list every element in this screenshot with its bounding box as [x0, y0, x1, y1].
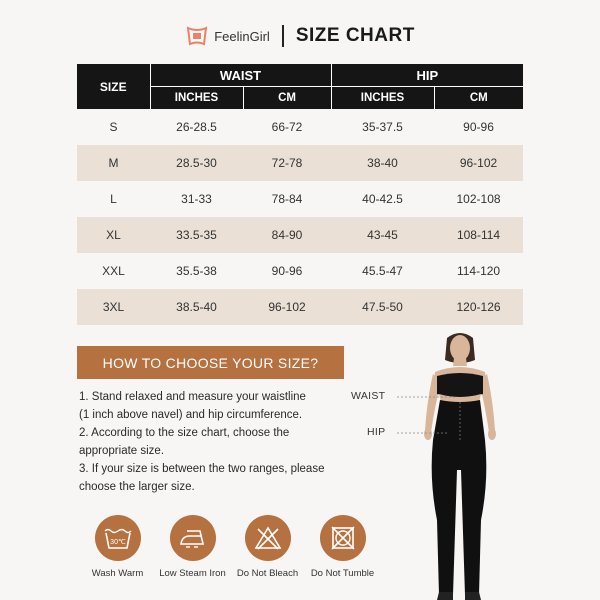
waist-group-header: WAIST	[150, 64, 331, 87]
care-label: Low Steam Iron	[159, 568, 226, 579]
brand-logo-icon	[185, 24, 209, 48]
care-label: Do Not Tumble	[310, 568, 375, 579]
model-figure	[395, 330, 525, 600]
hip-inches-cell: 40-42.5	[331, 181, 434, 217]
instruction-line: appropriate size.	[79, 445, 165, 457]
hip-inches-cell: 38-40	[331, 145, 434, 181]
hip-cm-cell: 90-96	[434, 109, 523, 145]
instruction-line: (1 inch above navel) and hip circumference.	[79, 409, 303, 421]
table-row	[77, 217, 523, 253]
instruction-line: 3. If your size is between the two ranges, please	[79, 463, 325, 475]
waist-measure-label: WAIST	[351, 390, 386, 402]
waist-cm-cell: 84-90	[243, 217, 331, 253]
no-tumble-icon	[320, 515, 366, 561]
waist-cm-cell: 78-84	[243, 181, 331, 217]
size-cell: XL	[77, 217, 150, 253]
iron-icon	[170, 515, 216, 561]
hip-measure-label: HIP	[367, 426, 386, 438]
table-row	[77, 109, 523, 145]
hip-inches-cell: 43-45	[331, 217, 434, 253]
hip-cm-cell: 108-114	[434, 217, 523, 253]
table-row	[77, 289, 523, 325]
hip-cm-header: CM	[434, 87, 523, 110]
header	[0, 18, 600, 54]
hip-inches-cell: 47.5-50	[331, 289, 434, 325]
hip-cm-cell: 102-108	[434, 181, 523, 217]
waist-inches-cell: 38.5-40	[150, 289, 243, 325]
hip-inches-cell: 45.5-47	[331, 253, 434, 289]
table-row	[77, 181, 523, 217]
hip-cm-cell: 96-102	[434, 145, 523, 181]
instruction-line: 1. Stand relaxed and measure your waistline	[79, 391, 306, 403]
care-label: Wash Warm	[91, 568, 144, 579]
waist-inches-header: INCHES	[150, 87, 243, 110]
waist-cm-cell: 90-96	[243, 253, 331, 289]
waist-cm-cell: 96-102	[243, 289, 331, 325]
size-table	[77, 64, 523, 325]
waist-inches-cell: 33.5-35	[150, 217, 243, 253]
no-bleach-icon	[245, 515, 291, 561]
hip-inches-header: INCHES	[331, 87, 434, 110]
care-do-not-bleach	[230, 515, 305, 579]
care-label: Do Not Bleach	[236, 568, 299, 579]
wash-30-icon	[95, 515, 141, 561]
waist-inches-cell: 35.5-38	[150, 253, 243, 289]
instruction-line: 2. According to the size chart, choose the	[79, 427, 290, 439]
header-divider	[282, 25, 284, 47]
care-wash-warm	[80, 515, 155, 579]
page-title: SIZE CHART	[295, 25, 415, 46]
how-to-choose-banner: HOW TO CHOOSE YOUR SIZE?	[77, 346, 344, 379]
size-cell: M	[77, 145, 150, 181]
table-row	[77, 253, 523, 289]
hip-inches-cell: 35-37.5	[331, 109, 434, 145]
size-cell: S	[77, 109, 150, 145]
waist-cm-header: CM	[243, 87, 331, 110]
instructions	[79, 388, 349, 496]
size-cell: XXL	[77, 253, 150, 289]
brand-name: FeelinGirl	[214, 28, 270, 44]
brand-logo	[185, 24, 270, 48]
hip-cm-cell: 114-120	[434, 253, 523, 289]
table-row	[77, 145, 523, 181]
size-cell: L	[77, 181, 150, 217]
waist-inches-cell: 26-28.5	[150, 109, 243, 145]
size-cell: 3XL	[77, 289, 150, 325]
hip-cm-cell: 120-126	[434, 289, 523, 325]
waist-inches-cell: 31-33	[150, 181, 243, 217]
care-do-not-tumble	[305, 515, 380, 579]
waist-cm-cell: 66-72	[243, 109, 331, 145]
waist-cm-cell: 72-78	[243, 145, 331, 181]
size-column-header: SIZE	[77, 64, 150, 109]
care-instructions	[80, 515, 380, 579]
wash-temperature: 30℃	[109, 539, 126, 546]
instruction-line: choose the larger size.	[79, 481, 195, 493]
waist-inches-cell: 28.5-30	[150, 145, 243, 181]
care-low-steam-iron	[155, 515, 230, 579]
hip-group-header: HIP	[331, 64, 523, 87]
